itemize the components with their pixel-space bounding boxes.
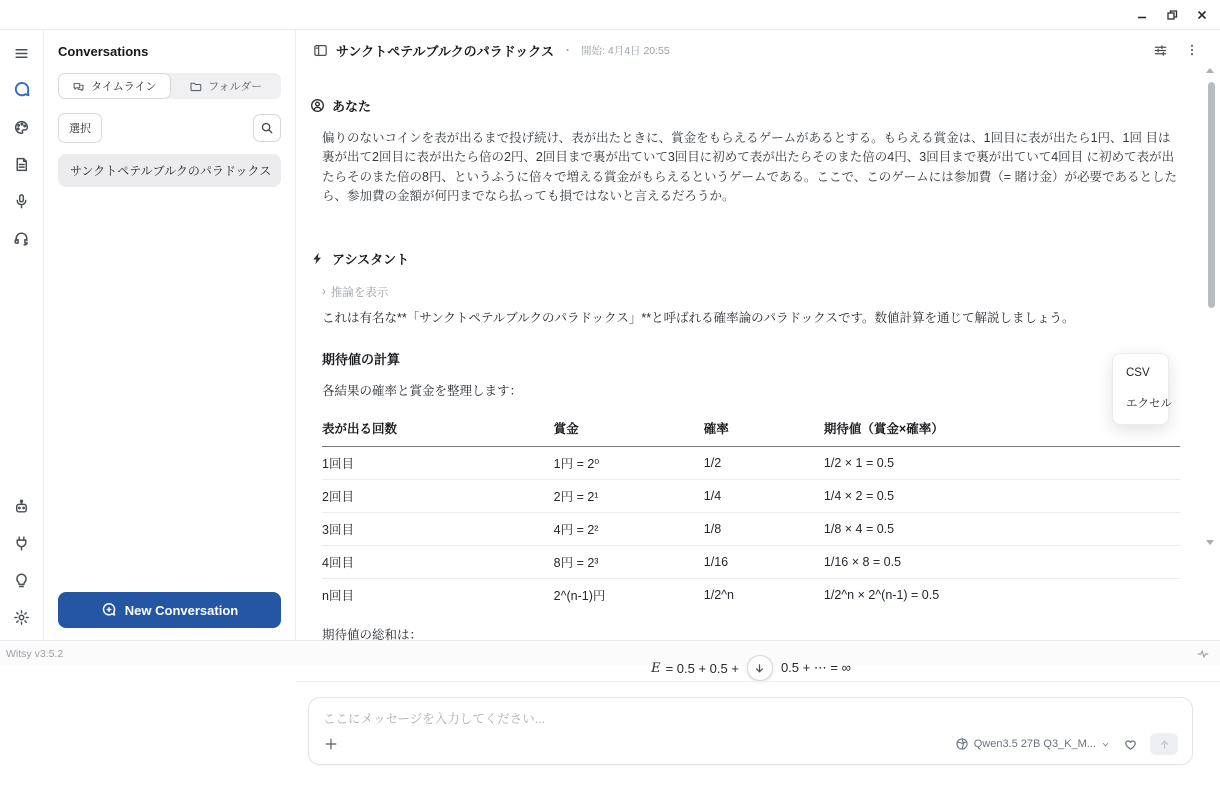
menu-item-csv[interactable]: CSV [1126, 367, 1150, 379]
arrow-up-icon [1158, 738, 1171, 751]
cell: 1/8 [704, 513, 824, 546]
reasoning-toggle[interactable] [322, 284, 1180, 300]
menu-item-excel[interactable]: エクセル [1126, 398, 1172, 410]
assistant-role-label: アシスタント [332, 251, 410, 267]
minimize-icon[interactable] [1136, 9, 1148, 21]
scrollbar-thumb[interactable] [1208, 82, 1215, 308]
cell: 2回目 [322, 480, 554, 513]
chat-title: サンクトペテルブルクのパラドックス [336, 43, 555, 59]
settings-icon[interactable] [13, 608, 31, 626]
assistant-role-row [310, 249, 1180, 268]
model-selector[interactable] [955, 737, 1110, 751]
cell: n回目 [322, 589, 354, 604]
scratchpad-icon[interactable] [13, 155, 31, 173]
panel-toggle-icon[interactable] [312, 42, 328, 58]
table-row [322, 546, 1180, 579]
tab-timeline-label: タイムライン [91, 81, 157, 93]
reasoning-toggle-label: 推論を表示 [330, 286, 389, 299]
model-engine-icon [955, 737, 969, 751]
favorite-model-icon[interactable] [1122, 736, 1138, 752]
cell: 4回目 [322, 546, 554, 579]
experts-icon[interactable] [13, 571, 31, 589]
sum-label: 期待値の総和は： [322, 628, 423, 643]
restore-icon[interactable] [1166, 9, 1178, 21]
user-message [310, 96, 1180, 207]
table-row [322, 579, 1180, 612]
message-list [296, 64, 1220, 681]
cell: 4円 = 2² [554, 513, 704, 546]
model-label: Qwen3.5 27B Q3_K_M... [973, 738, 1096, 751]
cell: 2^(n-1)円 [553, 589, 606, 604]
tab-timeline[interactable] [58, 73, 171, 99]
user-avatar-icon [310, 98, 325, 113]
table-header-row [322, 411, 1180, 447]
menu-icon[interactable] [13, 44, 31, 62]
assistant-avatar-icon [310, 251, 325, 266]
formula [322, 655, 1180, 681]
composer [308, 697, 1193, 765]
send-button[interactable] [1150, 733, 1178, 755]
user-role-row [310, 96, 1180, 115]
formula-right: 0.5 + ⋯ = ∞ [780, 660, 851, 676]
cell: 1/8 × 4 = 0.5 [824, 513, 1180, 546]
dictation-icon[interactable] [13, 192, 31, 210]
message-input[interactable] [323, 709, 1178, 727]
expected-value-table [322, 411, 1180, 611]
col-header: 確率 [704, 411, 824, 447]
sidebar-spacer [58, 187, 281, 592]
cell: 8円 = 2³ [554, 546, 704, 579]
cell: 3回目 [322, 513, 554, 546]
cell: 1/2 [704, 447, 824, 480]
cell: 1/2 × 1 = 0.5 [824, 447, 1180, 480]
model-settings-icon[interactable] [1152, 42, 1168, 58]
assistant-intro-text: これは有名な**「サンクトペテルブルクのパラドックス」**と呼ばれる確率論のパラドックスです。数値計算を通じて解説しましょう。 [322, 310, 1075, 325]
table-row [322, 447, 1180, 480]
new-conversation-label: New Conversation [124, 602, 239, 618]
cell: 1/16 [704, 546, 824, 579]
conversation-list-item[interactable]: サンクトペテルブルクのパラドックス [58, 154, 281, 187]
section-heading: 期待値の計算 [322, 352, 401, 368]
sidebar [44, 30, 296, 640]
plugins-icon[interactable] [13, 534, 31, 552]
tab-folders-label: フォルダー [208, 81, 263, 93]
tab-folders[interactable] [171, 73, 282, 99]
kebab-menu-icon[interactable] [1184, 42, 1200, 58]
chat-started-timestamp: 開始: 4月4日 20:55 [581, 44, 670, 57]
cell: 2円 = 2¹ [554, 480, 704, 513]
formula-left: = 0.5 + 0.5 + [665, 660, 739, 676]
cell: 1/16 × 8 = 0.5 [824, 546, 1180, 579]
cell: 1/2^n [703, 588, 734, 603]
arrow-down-icon [753, 662, 766, 675]
filter-row [58, 113, 281, 143]
table-intro-text: 各結果の確率と賞金を整理します： [322, 384, 523, 399]
cell: 1/4 [704, 480, 824, 513]
composer-zone [296, 681, 1220, 785]
attach-icon[interactable] [323, 736, 339, 752]
cell: 1回目 [322, 447, 554, 480]
col-header: 賞金 [554, 411, 704, 447]
scroll-to-bottom-button[interactable] [747, 655, 773, 681]
view-tabs [58, 73, 281, 99]
chat-plus-icon [101, 602, 117, 618]
user-message-text: 偏りのないコインを表が出るまで投げ続け、表が出たときに、賞金をもらえるゲームがあるとする。もらえる賞金は、1回目に表が出たら1円、1回 目は裏が出て2回目に表が出たら倍の2円、2回目まで裏が出ていて3回目に初めて表が出たらそのまた倍の4円、3回目まで裏が出ていて4回目 に初めて表が出たらそのまた倍の8円、というふうに倍々で増える賞金がもらえるというゲームである。ここで、このゲームには参加費（= 賭け金）が必要であるとしたら、参加費の金額が何円までなら払っても損ではないと言えるだろうか。 [322, 131, 1177, 204]
user-role-label: あなた [332, 99, 372, 114]
chevron-down-icon [1101, 740, 1110, 749]
col-header: 表が出る回数 [322, 411, 554, 447]
chat-header [296, 30, 1220, 64]
window-titlebar [0, 0, 1220, 30]
cell: 1/4 × 2 = 0.5 [824, 480, 1180, 513]
chat-main [296, 30, 1220, 751]
folder-icon [189, 80, 202, 93]
title-separator: ・ [562, 45, 574, 57]
table-row [322, 480, 1180, 513]
composer-right-actions [955, 733, 1178, 755]
design-studio-icon[interactable] [13, 118, 31, 136]
scrollbar-up-arrow[interactable] [1206, 68, 1214, 73]
chat-icon[interactable] [13, 81, 31, 99]
select-button[interactable]: 選択 [58, 113, 102, 143]
icon-rail [0, 30, 44, 640]
app-version: Witsy v3.5.2 [6, 647, 64, 660]
agents-icon[interactable] [13, 497, 31, 515]
table-export-menu [1112, 353, 1172, 425]
sidebar-title: Conversations [58, 44, 149, 59]
voice-mode-icon[interactable] [13, 229, 31, 247]
new-conversation-button[interactable] [58, 592, 281, 628]
formula-variable: E [651, 660, 661, 676]
col-header: 期待値（賞金×確率） [824, 411, 1180, 447]
search-button[interactable] [253, 114, 281, 142]
composer-toolbar [323, 733, 1178, 755]
cell: 1円 = 2⁰ [554, 447, 704, 480]
scrollbar-down-arrow[interactable] [1206, 540, 1214, 545]
search-icon [260, 121, 274, 135]
close-icon[interactable] [1196, 9, 1208, 21]
assistant-message [310, 249, 1180, 682]
chevron-right-icon: › [322, 285, 326, 298]
chat-bubbles-icon [72, 80, 85, 93]
cell: 1/2^n × 2^(n-1) = 0.5 [823, 588, 940, 603]
chat-header-actions [1152, 42, 1200, 58]
table-row [322, 513, 1180, 546]
